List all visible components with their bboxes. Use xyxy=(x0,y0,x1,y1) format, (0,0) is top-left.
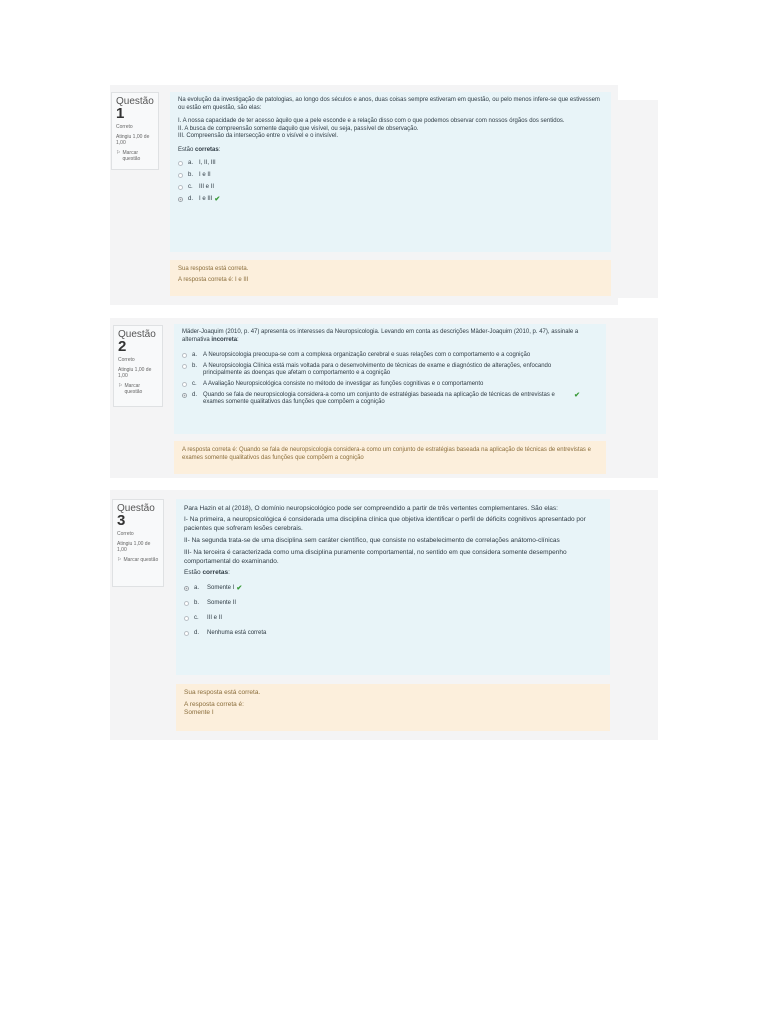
question-text xyxy=(178,97,603,154)
question-intro: Mäder-Joaquim (2010, p. 47) apresenta os interesses da Neuropsicologia. Levando em conta as descrições Mäder-Joaquim (2010, p. 47), assinale a alternativa incorreta: xyxy=(182,329,579,343)
option-text: Somente II xyxy=(207,600,237,606)
question-text xyxy=(182,329,598,344)
option-letter: c. xyxy=(192,381,197,387)
answer-options xyxy=(178,160,603,203)
option-letter: a. xyxy=(194,585,200,591)
option-letter: d. xyxy=(194,630,200,636)
answer-option-d[interactable] xyxy=(178,196,603,203)
answer-option-b[interactable] xyxy=(182,363,598,377)
answer-option-c[interactable] xyxy=(182,381,598,388)
answer-option-d[interactable] xyxy=(184,630,602,637)
option-text: I e III xyxy=(199,196,213,202)
question-number: 1 xyxy=(116,105,125,122)
flag-icon: ⚐ xyxy=(117,557,122,563)
flag-question-label: Marcar questão xyxy=(123,557,159,563)
question-label: Questão xyxy=(116,96,154,107)
question-prompt: Estão corretas: xyxy=(178,146,221,153)
question-1-screenshot-ext xyxy=(616,100,658,298)
answer-options xyxy=(184,585,602,637)
statement-2: II. A busca de compreensão somente daquilo que visível, ou seja, passível de observação. xyxy=(178,125,419,132)
statement-2: II- Na segunda trata-se de uma disciplina sem caráter científico, que consiste no estabelecimento de correlações anátomo-clínicas xyxy=(184,537,560,544)
answer-option-c[interactable] xyxy=(178,184,603,191)
radio-icon[interactable] xyxy=(184,601,189,606)
option-text: A Neuropsicologia preocupa-se com a complexa organização cerebral e suas relações com o comportamento e a cognição xyxy=(203,352,531,358)
feedback-answer: A resposta correta é: I e III xyxy=(178,277,249,283)
question-2-content xyxy=(174,324,606,434)
statement-3: III. Compreensão da intersecção entre o visível e o invisível. xyxy=(178,133,339,139)
option-letter: b. xyxy=(188,172,194,178)
flag-question-link[interactable] xyxy=(117,557,159,563)
radio-icon[interactable] xyxy=(182,382,187,387)
question-intro: Para Hazin et al (2018), O domínio neuropsicológico pode ser compreendido a partir de três vertentes complementares. São elas: xyxy=(184,505,558,512)
answer-option-b[interactable] xyxy=(178,172,603,179)
radio-icon[interactable] xyxy=(178,173,183,178)
option-letter: c. xyxy=(194,615,199,621)
question-text xyxy=(184,504,602,577)
question-number: 2 xyxy=(118,338,127,355)
feedback-answer: Somente I xyxy=(184,709,214,716)
check-icon: ✔ xyxy=(574,392,580,399)
option-letter: b. xyxy=(192,363,198,369)
question-grade: Atingiu 1,00 de 1,00 xyxy=(117,541,151,553)
answer-option-a[interactable] xyxy=(178,160,603,167)
radio-icon[interactable] xyxy=(184,631,189,636)
question-prompt: Estão corretas: xyxy=(184,569,230,576)
option-text: Nenhuma está correta xyxy=(207,630,267,636)
question-1-feedback xyxy=(170,260,611,296)
feedback-status: Sua resposta está correta. xyxy=(184,689,261,696)
option-text: I, II, III xyxy=(199,160,216,166)
flag-question-label: Marcar questão xyxy=(124,383,143,395)
option-text: A Avaliação Neuropsicológica consiste no método de investigar as funções cognitivas e o comportamento xyxy=(203,381,484,387)
question-state: Correto xyxy=(116,124,133,130)
radio-icon[interactable] xyxy=(182,353,187,358)
question-number: 3 xyxy=(117,512,126,529)
question-3-content xyxy=(176,499,610,675)
option-letter: b. xyxy=(194,600,200,606)
question-label: Questão xyxy=(117,503,155,514)
question-2-feedback xyxy=(174,441,606,474)
radio-icon[interactable] xyxy=(184,616,189,621)
feedback-answer-label: A resposta correta é: xyxy=(184,701,244,708)
statement-1: I- Na primeira, a neuropsicológica é considerada uma disciplina clínica que objetiva identificar o perfil de déficits cognitivos apresentado por pacientes que sofreram lesões cerebrais. xyxy=(184,516,586,532)
statement-3: III- Na terceira é caracterizada como uma disciplina puramente comportamental, no sentido em que considera somente desempenho comportamental do examinando. xyxy=(184,549,567,565)
option-text: Quando se fala de neuropsicologia considera-a como um conjunto de estratégias baseada na aplicação de técnicas de entrevistas e exames somente qualitativos das funções que compõem a cognição xyxy=(203,392,555,405)
answer-option-d[interactable] xyxy=(182,392,598,406)
question-state: Correto xyxy=(117,531,134,537)
check-icon: ✔ xyxy=(214,196,221,203)
flag-question-link[interactable] xyxy=(116,150,154,162)
question-3-feedback xyxy=(176,684,610,731)
question-1-content xyxy=(170,92,611,252)
question-intro: Na evolução da investigação de patologias, ao longo dos séculos e anos, duas coisas sempre estiveram em questão, ou pelo menos infere-se que estivessem ou estão em questão, são elas: xyxy=(178,97,600,111)
radio-icon[interactable] xyxy=(178,197,183,202)
question-grade: Atingiu 1,00 de 1,00 xyxy=(116,134,150,146)
radio-icon[interactable] xyxy=(182,364,187,369)
flag-question-label: Marcar questão xyxy=(122,150,141,162)
answer-option-a[interactable] xyxy=(182,352,598,359)
option-letter: d. xyxy=(188,196,194,202)
radio-icon[interactable] xyxy=(182,393,187,398)
option-letter: c. xyxy=(188,184,193,190)
option-letter: d. xyxy=(192,392,198,398)
answer-options xyxy=(182,352,598,406)
feedback-answer: A resposta correta é: Quando se fala de neuropsicologia considera-a como um conjunto de estratégias baseada na aplicação de técnicas de entrevistas e exames somente qualitativos das funções que compõem a cognição xyxy=(182,447,591,461)
question-2-info xyxy=(113,325,163,407)
option-text: III e II xyxy=(207,615,223,621)
option-text: Somente I xyxy=(207,585,235,591)
answer-option-b[interactable] xyxy=(184,600,602,607)
question-grade: Atingiu 1,00 de 1,00 xyxy=(118,367,152,379)
question-3-info xyxy=(112,499,164,587)
answer-option-c[interactable] xyxy=(184,615,602,622)
question-1-info xyxy=(111,92,159,170)
flag-icon: ⚐ xyxy=(116,150,121,156)
radio-icon[interactable] xyxy=(184,586,189,591)
flag-question-link[interactable] xyxy=(118,383,158,395)
statement-1: I. A nossa capacidade de ter acesso àquilo que a pele esconde e a relação disso com o que podemos observar com nossos órgãos dos sentidos. xyxy=(178,118,565,124)
radio-icon[interactable] xyxy=(178,161,183,166)
answer-option-a[interactable] xyxy=(184,585,602,592)
question-state: Correto xyxy=(118,357,135,363)
option-letter: a. xyxy=(192,352,198,358)
option-text: A Neuropsicologia Clínica está mais voltada para o desenvolvimento de técnicas de exame e diagnóstico de alterações, enfocando principalmente as doenças que afetam o comportamento e a cognição xyxy=(203,363,552,376)
option-text: I e II xyxy=(199,172,211,178)
option-text: III e II xyxy=(199,184,215,190)
feedback-status: Sua resposta está correta. xyxy=(178,266,249,272)
check-icon: ✔ xyxy=(236,585,243,592)
radio-icon[interactable] xyxy=(178,185,183,190)
question-label: Questão xyxy=(118,329,156,340)
flag-icon: ⚐ xyxy=(118,383,123,389)
option-letter: a. xyxy=(188,160,194,166)
